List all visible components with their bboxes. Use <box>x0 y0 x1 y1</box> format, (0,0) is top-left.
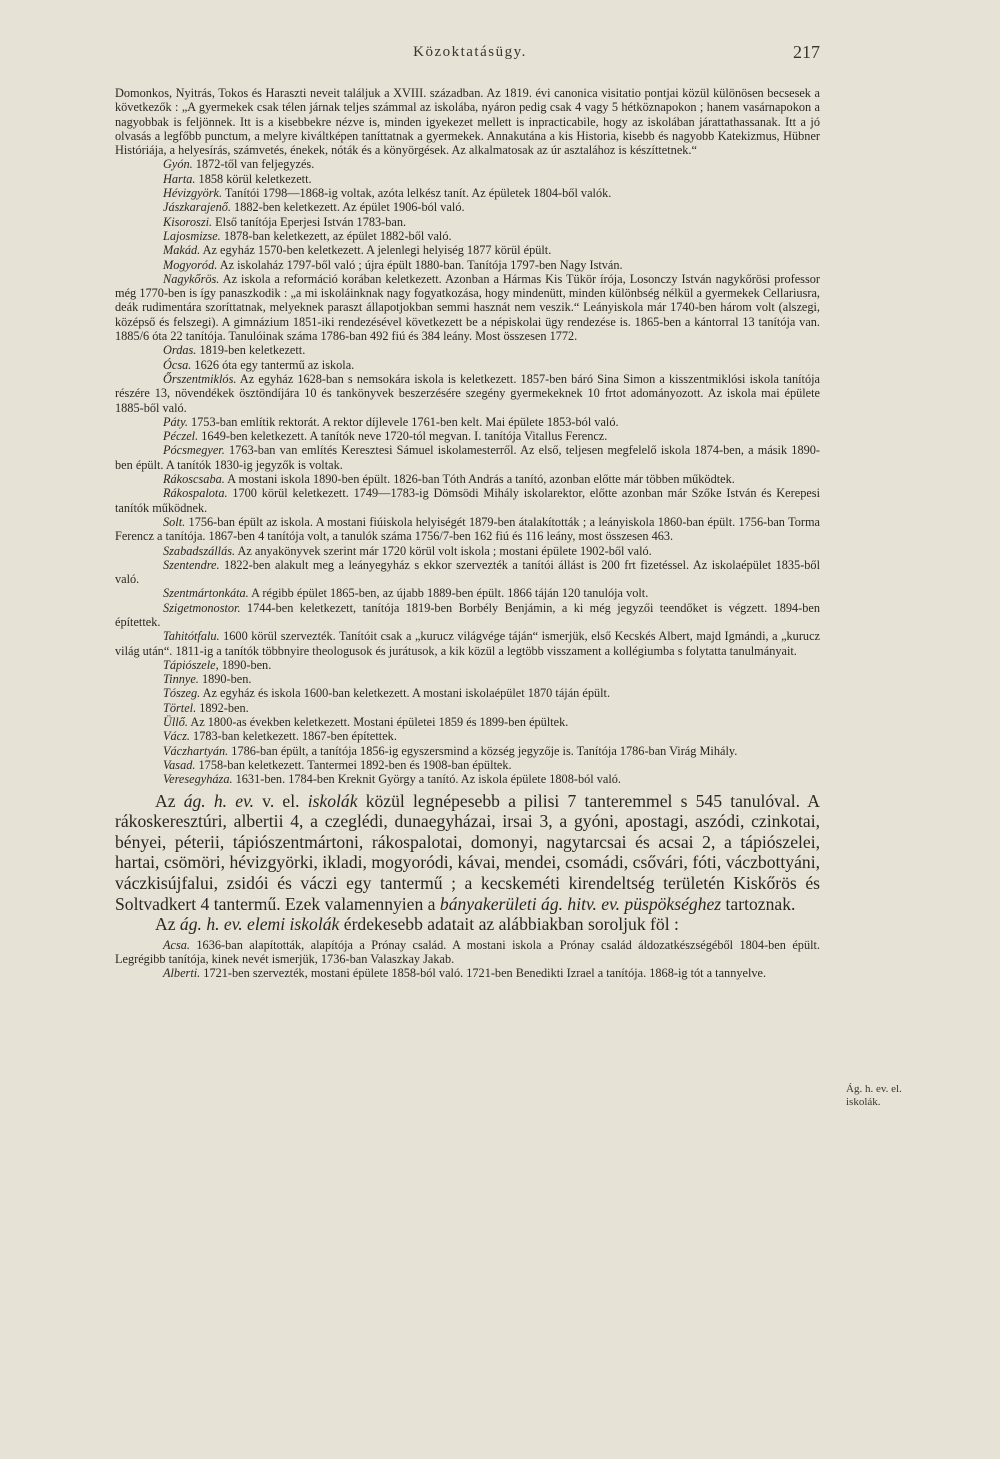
place-name: Szentendre. <box>163 557 220 572</box>
place-name: Rákospalota. <box>163 486 228 501</box>
place-name: Acsa. <box>163 937 190 952</box>
place-entry <box>115 772 820 786</box>
entry-text: 1882-ben keletkezett. Az épület 1906-ból való. <box>230 200 465 215</box>
entry-text: 1636-ban alapították, alapítója a Prónay család. A mostani iskola a Prónay család áldozatkészségéből 1804-ben épült. Legrégibb tanítója, kinek nevét ismerjük, 1736-ban Valaszkay Jakab. <box>115 937 820 966</box>
place-entry <box>115 558 820 587</box>
entry-text: 1758-ban keletkezett. Tantermei 1892-ben és 1908-ban épültek. <box>195 757 512 772</box>
place-entry <box>115 258 820 272</box>
place-entry <box>115 215 820 229</box>
place-entry <box>115 629 820 658</box>
entry-text: 1878-ban keletkezett, az épület 1882-ből való. <box>220 228 452 243</box>
page-number: 217 <box>793 42 820 62</box>
place-entry <box>115 701 820 715</box>
margin-note: Ág. h. ev. el. iskolák. <box>846 1083 902 1108</box>
place-name: Ordas. <box>163 343 197 358</box>
entry-text: 1822-ben alakult meg a leányegyház s ekkor szervezték a tanítói állást is 200 frt fizetéssel. Az iskolaépület 1835-ből való. <box>115 557 820 587</box>
paragraph-text: közül legnépesebb a pilisi 7 tanteremmel s 545 tanulóval. A rákoskeresztúri, albertii 4, a czeglédi, dunaegyházai, irsai 3, a gyóni, apostagi, aszódi, czinkotai, bényei, péterii, tápiószentmártoni, rákospalotai, domonyi, nagytarcsai és acsai 2, a tápiószelei, hartai, csömöri, hévizgyörki, ikladi, mogyoródi, kávai, mendei, csomádi, csővári, fóti, váczbottyáni, váczkisújfalui, zsidói és váczi egy tantermű ; a kecskeméti kirendeltség területén Kiskőrös és Soltvadkert 4 tantermű. Ezek valamennyien a <box>115 790 820 914</box>
place-entry <box>115 200 820 214</box>
place-name: Nagykőrös. <box>163 271 220 286</box>
place-name: Rákoscsaba. <box>163 472 225 487</box>
place-entry <box>115 172 820 186</box>
place-name: Vácz. <box>163 729 190 744</box>
place-entry <box>115 544 820 558</box>
place-name: Pócsmegyer. <box>163 443 225 458</box>
place-entry <box>115 429 820 443</box>
emphasis-text: ág. h. ev. <box>183 790 254 811</box>
entry-text: Az egyház 1570-ben keletkezett. A jelenlegi helyiség 1877 körül épült. <box>200 243 552 258</box>
small-print-section <box>115 86 820 787</box>
large-paragraph <box>115 791 820 915</box>
entry-text: 1786-ban épült, a tanítója 1856-ig egyszersmind a község jegyzője is. Tanítója 1786-ban Virág Mihály. <box>228 743 738 758</box>
place-name: Gyón. <box>163 157 193 172</box>
place-name: Őrszentmiklós. <box>163 371 237 386</box>
entry-text: 1753-ban említik rektorát. A rektor díjlevele 1761-ben kelt. Mai épülete 1853-ból való. <box>187 414 619 429</box>
place-entry <box>115 744 820 758</box>
page-header <box>120 44 820 74</box>
entry-list-2 <box>115 938 820 981</box>
place-name: Törtel. <box>163 700 197 715</box>
place-entry <box>115 658 820 672</box>
paragraph-text: Az <box>155 790 184 811</box>
place-entry <box>115 729 820 743</box>
place-entry <box>115 686 820 700</box>
entry-text: A mostani iskola 1890-ben épült. 1826-ban Tóth András a tanító, azonban előtte már többen működtek. <box>224 472 735 487</box>
emphasis-text: iskolák <box>307 790 358 811</box>
place-name: Szabadszállás. <box>163 543 236 558</box>
place-name: Veresegyháza. <box>163 772 233 787</box>
place-entry <box>115 343 820 357</box>
entry-list <box>115 157 820 786</box>
place-entry <box>115 443 820 472</box>
place-name: Mogyoród. <box>163 257 218 272</box>
place-entry <box>115 472 820 486</box>
entry-text: Az 1800-as években keletkezett. Mostani épületei 1859 és 1899-ben épültek. <box>187 715 569 730</box>
entry-text: 1600 körül szervezték. Tanítóit csak a „kurucz világvége táján“ ismerjük, első Kecskés Albert, majd Igmándi, a „kurucz világ után“. 1811-ig a tanítók többnyire theologusok és jurátusok, a kik közül a legtöbb visszament a kollégiumba s folytatta tanulmányait. <box>115 629 820 658</box>
place-name: Tahitótfalu. <box>163 629 220 644</box>
paragraph-text: tartoznak. <box>721 893 796 914</box>
place-entry <box>115 715 820 729</box>
large-paragraph <box>115 914 820 935</box>
place-name: Vasad. <box>163 757 196 772</box>
place-entry <box>115 515 820 544</box>
place-entry <box>115 415 820 429</box>
entry-text: Tanítói 1798—1868-ig voltak, azóta lelkész tanít. Az épületek 1804-ből valók. <box>222 186 612 201</box>
place-name: Páty. <box>163 414 188 429</box>
paragraph-text: v. el. <box>253 790 308 811</box>
place-entry <box>115 601 820 630</box>
entry-text: 1626 óta egy tantermű az iskola. <box>191 357 355 372</box>
place-entry <box>115 586 820 600</box>
entry-text: 1756-ban épült az iskola. A mostani fiúiskola helyiségét 1879-ben átalakították ; a leányiskola 1860-ban épült. 1756-ban Torma Ferencz a tanítója. 1867-ben 4 tanítója volt, a tanulók száma 1756/7-ben 162 fiú és 116 leány, most összesen 463. <box>115 514 820 544</box>
entry-text: 1700 körül keletkezett. 1749—1783-ig Dömsödi Mihály iskolarektor, előtte azonban már Szőke István és Kerepesi tanítók működnek. <box>115 486 820 515</box>
place-name: Tószeg. <box>163 686 201 701</box>
intro-paragraph: Domonkos, Nyitrás, Tokos és Haraszti neveit találjuk a XVIII. században. Az 1819. évi canonica visitatio pontjai közül különösen becsesek a következők : „A gyermekek csak télen járnak teljes számmal az iskolába, nyáron pedig csak 4 vagy 5 hétköznapokon ; hanem vasárnapokon a nagyobbak is feljönnek. Itt is a kisebbekre nézve is, minden igyekezet mellett is inpracticabile, hogy az iskolában járattathassanak. Itt a jó olvasás a legfőbb punctum, a melyre kiváltképen taníttatnak a gyermekek. Annakutána a kis Historia, kisebb és nagyobb Katekizmus, Hübner Históriája, a helyesírás, számvetés, énekek, nóták és a könyörgések. Az alkalmatosak az úr asztalához is készíttetnek.“ <box>115 86 820 158</box>
emphasis-text: ág. h. ev. elemi iskolák <box>179 914 340 935</box>
place-name: Harta. <box>163 171 196 186</box>
place-name: Tápiószele, <box>163 657 219 672</box>
place-name: Solt. <box>163 514 186 529</box>
entry-text: 1890-ben. <box>198 672 252 687</box>
place-entry <box>115 157 820 171</box>
paragraph-text: Az <box>155 914 180 935</box>
place-entry <box>115 966 820 980</box>
entry-text: Az egyház és iskola 1600-ban keletkezett. A mostani iskolaépület 1870 táján épült. <box>200 686 611 701</box>
place-entry <box>115 229 820 243</box>
place-entry <box>115 243 820 257</box>
entry-text: 1763-ban van említés Keresztesi Sámuel iskolamesterről. Az első, teljesen megfelelő iskola 1874-ben, a másik 1890-ben épült. A tanítók 1830-ig jegyzők is voltak. <box>115 443 820 472</box>
entry-text: 1858 körül keletkezett. <box>195 171 312 186</box>
place-name: Szigetmonostor. <box>163 600 241 615</box>
paragraph-text: érdekesebb adatait az alábbiakban soroljuk föl : <box>339 914 679 935</box>
place-name: Péczel. <box>163 429 199 444</box>
place-entry <box>115 486 820 515</box>
place-name: Váczhartyán. <box>163 743 229 758</box>
place-entry <box>115 272 820 343</box>
entry-text: 1721-ben szervezték, mostani épülete 1858-ból való. 1721-ben Benedikti Izrael a tanítója. 1868-ig tót a tannyelve. <box>200 966 767 981</box>
entry-text: Az iskolaház 1797-ből való ; újra épült 1880-ban. Tanítója 1797-ben Nagy István. <box>217 257 623 272</box>
place-entry <box>115 358 820 372</box>
entry-text: Az iskola a reformáció korában keletkezett. Azonban a Hármas Kis Tükör írója, Losonczy István nagykőrösi professor még 1770-ben is így panaszkodik : „a mi iskoláinknak nagy fogyatkozása, hogy mindenütt, minden különbség nélkül a gyermekek Cellariusra, deák rudimentára szoríttatnak, melyeknek paraszt állapotjokban semmi hasznát nem veszik.“ Leányiskola már 1740-ben három volt (alszegi, középső és felszegi). A gimnázium 1851-iki rendezésével következett be a népiskolai ügy rendezése is. 1865-ben a kántorral 13 tanítója van. 1885/6 óta 22 tanítója. Tanulóinak száma 1786-ban 492 fiú és 384 leány. Most összesen 1772. <box>115 271 820 344</box>
place-name: Üllő. <box>163 715 188 730</box>
place-entry <box>115 186 820 200</box>
entry-text: Az egyház 1628-ban s nemsokára iskola is keletkezett. 1857-ben báró Sina Simon a kisszentmiklósi iskola tanítója részére 13, növendékek ösztöndíjára 10 és tankönyvek beszerzésére szegény gyermekeknek 10 frtot adományozott. Az iskola mai épülete 1885-ből való. <box>115 371 820 415</box>
place-name: Alberti. <box>163 966 201 981</box>
place-name: Ócsa. <box>163 357 192 372</box>
entry-text: 1819-ben keletkezett. <box>196 343 306 358</box>
place-name: Tinnye. <box>163 672 199 687</box>
entry-text: 1631-ben. 1784-ben Kreknit György a tanító. Az iskola épülete 1808-ból való. <box>232 772 621 787</box>
place-entry <box>115 938 820 967</box>
place-entry <box>115 672 820 686</box>
entry-text: Első tanítója Eperjesi István 1783-ban. <box>212 214 407 229</box>
place-name: Szentmártonkáta. <box>163 586 249 601</box>
entry-text: A régibb épület 1865-ben, az újabb 1889-ben épült. 1866 táján 120 tanulója volt. <box>248 586 649 601</box>
entry-text: 1783-ban keletkezett. 1867-ben építettek. <box>189 729 397 744</box>
emphasis-text: bányakerületi ág. hitv. ev. püspökséghez <box>439 893 722 914</box>
place-entry <box>115 372 820 415</box>
entry-text: 1744-ben keletkezett, tanítója 1819-ben Borbély Benjámin, a ki még jegyzői teendőket is végzett. 1894-ben építettek. <box>115 600 820 629</box>
place-name: Hévizgyörk. <box>163 186 223 201</box>
page-body <box>115 86 820 981</box>
entry-text: 1649-ben keletkezett. A tanítók neve 1720-tól megvan. I. tanítója Vitallus Ferencz. <box>198 429 608 444</box>
place-name: Kisoroszi. <box>163 214 213 229</box>
entry-text: 1892-ben. <box>196 700 249 715</box>
place-name: Makád. <box>163 243 201 258</box>
place-entry <box>115 758 820 772</box>
entry-text: 1872-től van feljegyzés. <box>192 157 315 172</box>
place-name: Jászkarajenő. <box>163 200 231 215</box>
entry-text: 1890-ben. <box>218 657 272 672</box>
entry-text: Az anyakönyvek szerint már 1720 körül volt iskola ; mostani épülete 1902-ből való. <box>235 543 652 558</box>
large-print-section <box>115 791 820 935</box>
running-title: Közoktatásügy. <box>413 44 527 60</box>
place-name: Lajosmizse. <box>163 228 221 243</box>
